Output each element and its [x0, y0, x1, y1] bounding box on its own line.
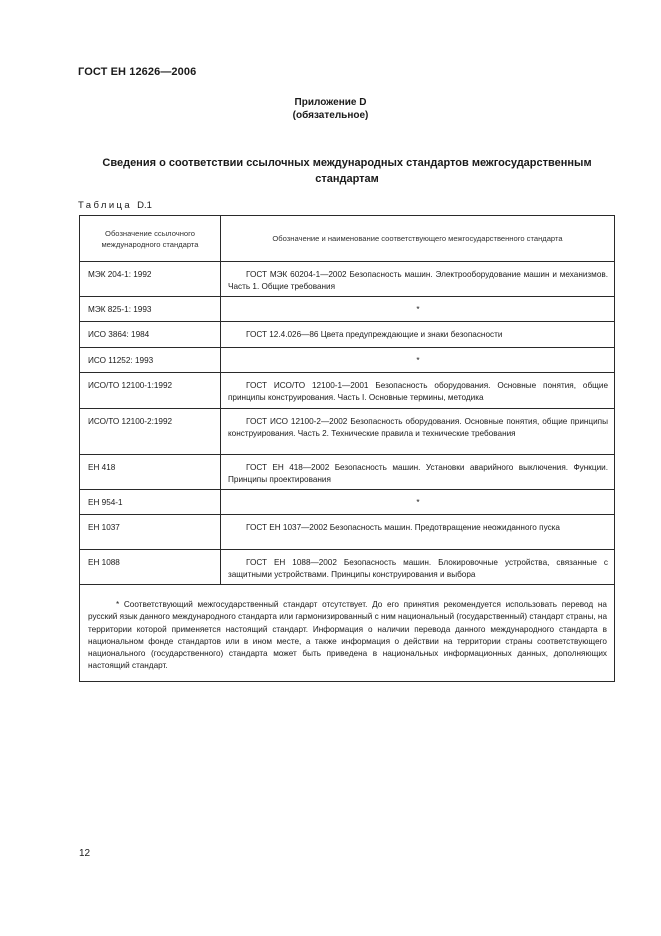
document-code: ГОСТ ЕН 12626—2006: [78, 66, 197, 78]
section-title: Сведения о соответствии ссылочных международных стандартов межгосударственным стандартам: [102, 157, 592, 185]
national-standard-cell: ГОСТ ЕН 1088—2002 Безопасность машин. Блокировочные устройства, связанные с защитными устройствами. Принципы конструирования и выбора: [221, 550, 615, 585]
intl-standard-cell: МЭК 204-1: 1992: [80, 262, 221, 297]
national-standard-cell: ГОСТ 12.4.026—86 Цвета предупреждающие и знаки безопасности: [221, 322, 615, 348]
intl-standard-cell: ЕН 954-1: [80, 490, 221, 515]
intl-standard-cell: ИСО/ТО 12100-2:1992: [80, 409, 221, 455]
national-standard-cell: ГОСТ ЕН 418—2002 Безопасность машин. Установки аварийного выключения. Функции. Принципы проектирования: [221, 455, 615, 490]
table-caption-number: D.1: [137, 200, 152, 211]
table-row: [80, 550, 615, 585]
intl-standard-cell: ЕН 1037: [80, 515, 221, 550]
intl-standard-cell: МЭК 825-1: 1993: [80, 297, 221, 322]
header-intl-standard: Обозначение ссылочного международного стандарта: [80, 216, 221, 262]
table-row: [80, 455, 615, 490]
national-standard-cell: ГОСТ ЕН 1037—2002 Безопасность машин. Предотвращение неожиданного пуска: [221, 515, 615, 550]
national-standard-cell: *: [221, 490, 615, 515]
national-standard-cell: ГОСТ МЭК 60204-1—2002 Безопасность машин. Электрооборудование машин и механизмов. Часть 1. Общие требования: [221, 262, 615, 297]
annex-title: Приложение D: [294, 97, 367, 108]
national-standard-cell: *: [221, 297, 615, 322]
intl-standard-cell: ЕН 418: [80, 455, 221, 490]
table-row: [80, 409, 615, 455]
table-row: [80, 297, 615, 322]
intl-standard-cell: ИСО/ТО 12100-1:1992: [80, 373, 221, 409]
table-footnote-cell: [80, 585, 615, 682]
table-footnote-row: [80, 585, 615, 682]
table-footnote: * Соответствующий межгосударственный стандарт отсутствует. До его принятия рекомендуется использовать перевод на русский язык данного международного стандарта или гармонизированный с ним национальный (государственный) стандарт страны, на территории которой применяется настоящий стандарт. Информация о наличии перевода данного международного стандарта в национальном фонде стандартов или в ином месте, а также информация о действии на территории страны соответствующего национального (государственного) стандарта может быть приведена в национальных информационных данных, дополняющих настоящий стандарт.: [88, 600, 607, 671]
header-national-standard: Обозначение и наименование соответствующего межгосударственного стандарта: [221, 216, 615, 262]
table-header-row: [80, 216, 615, 262]
table-row: [80, 262, 615, 297]
annex-status: (обязательное): [292, 110, 369, 121]
national-standard-cell: ГОСТ ИСО 12100-2—2002 Безопасность оборудования. Основные понятия, общие принципы конструирования. Часть 2. Технические правила и технические требования: [221, 409, 615, 455]
table-caption: [78, 200, 152, 211]
intl-standard-cell: ИСО 3864: 1984: [80, 322, 221, 348]
table-row: [80, 348, 615, 373]
page-number: 12: [79, 848, 91, 859]
national-standard-cell: *: [221, 348, 615, 373]
correspondence-table: [79, 215, 615, 682]
table-row: [80, 515, 615, 550]
intl-standard-cell: ИСО 11252: 1993: [80, 348, 221, 373]
table-row: [80, 322, 615, 348]
table-row: [80, 373, 615, 409]
national-standard-cell: ГОСТ ИСО/ТО 12100-1—2001 Безопасность оборудования. Основные понятия, общие принципы конструирования. Часть I. Основные термины, методика: [221, 373, 615, 409]
table-row: [80, 490, 615, 515]
table-caption-word: Таблица: [78, 200, 133, 211]
intl-standard-cell: ЕН 1088: [80, 550, 221, 585]
